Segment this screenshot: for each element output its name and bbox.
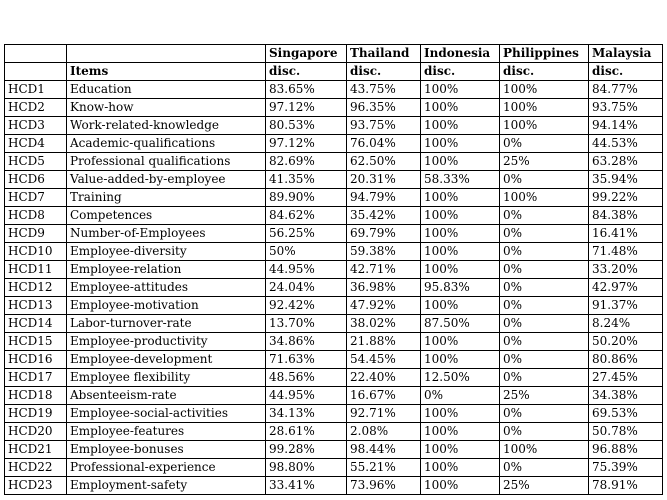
cell-philippines: 0% <box>500 171 589 189</box>
cell-item: Value-added-by-employee <box>67 171 266 189</box>
cell-philippines: 0% <box>500 261 589 279</box>
table-row <box>5 225 663 243</box>
cell-thailand: 62.50% <box>347 153 421 171</box>
cell-indonesia: 100% <box>421 423 500 441</box>
cell-singapore: 24.04% <box>266 279 347 297</box>
cell-item: Employee-productivity <box>67 333 266 351</box>
cell-code: HCD1 <box>5 81 67 99</box>
cell-item: Employment-safety <box>67 477 266 495</box>
cell-indonesia: 87.50% <box>421 315 500 333</box>
cell-indonesia: 100% <box>421 81 500 99</box>
cell-item: Training <box>67 189 266 207</box>
cell-thailand: 47.92% <box>347 297 421 315</box>
cell-thailand: 35.42% <box>347 207 421 225</box>
cell-code: HCD18 <box>5 387 67 405</box>
cell-indonesia: 95.83% <box>421 279 500 297</box>
table-row <box>5 441 663 459</box>
header-cell-thailand: disc. <box>347 63 421 81</box>
cell-code: HCD19 <box>5 405 67 423</box>
table-row <box>5 315 663 333</box>
cell-singapore: 83.65% <box>266 81 347 99</box>
cell-philippines: 0% <box>500 369 589 387</box>
cell-singapore: 44.95% <box>266 261 347 279</box>
cell-item: Professional qualifications <box>67 153 266 171</box>
cell-singapore: 33.41% <box>266 477 347 495</box>
cell-code: HCD15 <box>5 333 67 351</box>
disclosure-table <box>4 44 663 495</box>
cell-thailand: 98.44% <box>347 441 421 459</box>
cell-thailand: 42.71% <box>347 261 421 279</box>
header-cell-malaysia: disc. <box>589 63 663 81</box>
cell-thailand: 36.98% <box>347 279 421 297</box>
cell-malaysia: 50.78% <box>589 423 663 441</box>
cell-indonesia: 100% <box>421 207 500 225</box>
cell-philippines: 0% <box>500 207 589 225</box>
cell-item: Labor-turnover-rate <box>67 315 266 333</box>
cell-code: HCD21 <box>5 441 67 459</box>
cell-indonesia: 100% <box>421 243 500 261</box>
cell-singapore: 28.61% <box>266 423 347 441</box>
cell-indonesia: 100% <box>421 351 500 369</box>
cell-malaysia: 34.38% <box>589 387 663 405</box>
header-cell-indonesia: disc. <box>421 63 500 81</box>
cell-philippines: 100% <box>500 99 589 117</box>
cell-code: HCD20 <box>5 423 67 441</box>
cell-thailand: 92.71% <box>347 405 421 423</box>
cell-philippines: 0% <box>500 243 589 261</box>
header-row-labels <box>5 63 663 81</box>
table-row <box>5 81 663 99</box>
cell-indonesia: 58.33% <box>421 171 500 189</box>
table-row <box>5 207 663 225</box>
header-cell-item: Items <box>67 63 266 81</box>
cell-code: HCD17 <box>5 369 67 387</box>
cell-philippines: 0% <box>500 225 589 243</box>
header-cell-code <box>5 63 67 81</box>
cell-code: HCD4 <box>5 135 67 153</box>
cell-malaysia: 91.37% <box>589 297 663 315</box>
cell-singapore: 34.86% <box>266 333 347 351</box>
cell-philippines: 0% <box>500 459 589 477</box>
cell-singapore: 71.63% <box>266 351 347 369</box>
cell-philippines: 25% <box>500 387 589 405</box>
cell-thailand: 94.79% <box>347 189 421 207</box>
cell-singapore: 92.42% <box>266 297 347 315</box>
cell-philippines: 100% <box>500 117 589 135</box>
cell-malaysia: 93.75% <box>589 99 663 117</box>
cell-philippines: 100% <box>500 81 589 99</box>
cell-malaysia: 75.39% <box>589 459 663 477</box>
cell-singapore: 48.56% <box>266 369 347 387</box>
cell-item: Absenteeism-rate <box>67 387 266 405</box>
table-row <box>5 243 663 261</box>
header-cell-thailand: Thailand <box>347 45 421 63</box>
cell-indonesia: 100% <box>421 459 500 477</box>
cell-philippines: 25% <box>500 477 589 495</box>
cell-singapore: 82.69% <box>266 153 347 171</box>
cell-item: Employee flexibility <box>67 369 266 387</box>
table-row <box>5 333 663 351</box>
cell-malaysia: 44.53% <box>589 135 663 153</box>
table-row <box>5 351 663 369</box>
table-row <box>5 477 663 495</box>
cell-thailand: 2.08% <box>347 423 421 441</box>
table-row <box>5 171 663 189</box>
cell-item: Employee-bonuses <box>67 441 266 459</box>
cell-item: Professional-experience <box>67 459 266 477</box>
cell-code: HCD23 <box>5 477 67 495</box>
header-cell-indonesia: Indonesia <box>421 45 500 63</box>
cell-thailand: 96.35% <box>347 99 421 117</box>
table-row <box>5 261 663 279</box>
cell-item: Employee-motivation <box>67 297 266 315</box>
cell-philippines: 0% <box>500 333 589 351</box>
header-cell-philippines: Philippines <box>500 45 589 63</box>
cell-code: HCD13 <box>5 297 67 315</box>
cell-code: HCD5 <box>5 153 67 171</box>
cell-indonesia: 100% <box>421 189 500 207</box>
cell-philippines: 0% <box>500 297 589 315</box>
cell-thailand: 73.96% <box>347 477 421 495</box>
cell-malaysia: 27.45% <box>589 369 663 387</box>
cell-philippines: 0% <box>500 423 589 441</box>
header-row-countries <box>5 45 663 63</box>
cell-code: HCD10 <box>5 243 67 261</box>
cell-indonesia: 100% <box>421 405 500 423</box>
cell-indonesia: 100% <box>421 441 500 459</box>
table-row <box>5 189 663 207</box>
cell-code: HCD16 <box>5 351 67 369</box>
cell-thailand: 22.40% <box>347 369 421 387</box>
cell-malaysia: 80.86% <box>589 351 663 369</box>
cell-thailand: 54.45% <box>347 351 421 369</box>
cell-item: Know-how <box>67 99 266 117</box>
cell-malaysia: 50.20% <box>589 333 663 351</box>
table-row <box>5 423 663 441</box>
table-row <box>5 405 663 423</box>
cell-thailand: 59.38% <box>347 243 421 261</box>
cell-philippines: 0% <box>500 351 589 369</box>
cell-philippines: 0% <box>500 405 589 423</box>
cell-malaysia: 84.38% <box>589 207 663 225</box>
cell-thailand: 43.75% <box>347 81 421 99</box>
cell-thailand: 55.21% <box>347 459 421 477</box>
cell-indonesia: 100% <box>421 261 500 279</box>
cell-philippines: 100% <box>500 189 589 207</box>
cell-thailand: 69.79% <box>347 225 421 243</box>
cell-code: HCD11 <box>5 261 67 279</box>
table-row <box>5 279 663 297</box>
cell-malaysia: 42.97% <box>589 279 663 297</box>
cell-item: Education <box>67 81 266 99</box>
cell-philippines: 25% <box>500 153 589 171</box>
cell-indonesia: 100% <box>421 225 500 243</box>
cell-item: Employee-attitudes <box>67 279 266 297</box>
table-row <box>5 387 663 405</box>
cell-code: HCD22 <box>5 459 67 477</box>
cell-malaysia: 8.24% <box>589 315 663 333</box>
cell-thailand: 76.04% <box>347 135 421 153</box>
header-cell-singapore: Singapore <box>266 45 347 63</box>
cell-singapore: 41.35% <box>266 171 347 189</box>
cell-indonesia: 0% <box>421 387 500 405</box>
cell-item: Employee-diversity <box>67 243 266 261</box>
cell-singapore: 56.25% <box>266 225 347 243</box>
table-row <box>5 99 663 117</box>
cell-item: Employee-features <box>67 423 266 441</box>
cell-malaysia: 69.53% <box>589 405 663 423</box>
cell-thailand: 16.67% <box>347 387 421 405</box>
cell-singapore: 13.70% <box>266 315 347 333</box>
cell-item: Academic-qualifications <box>67 135 266 153</box>
cell-malaysia: 71.48% <box>589 243 663 261</box>
cell-singapore: 80.53% <box>266 117 347 135</box>
cell-item: Number-of-Employees <box>67 225 266 243</box>
cell-singapore: 97.12% <box>266 135 347 153</box>
cell-philippines: 0% <box>500 135 589 153</box>
cell-code: HCD6 <box>5 171 67 189</box>
cell-singapore: 50% <box>266 243 347 261</box>
table-row <box>5 459 663 477</box>
cell-code: HCD2 <box>5 99 67 117</box>
header-cell-code <box>5 45 67 63</box>
cell-singapore: 97.12% <box>266 99 347 117</box>
cell-malaysia: 63.28% <box>589 153 663 171</box>
cell-singapore: 84.62% <box>266 207 347 225</box>
header-cell-philippines: disc. <box>500 63 589 81</box>
cell-indonesia: 12.50% <box>421 369 500 387</box>
cell-malaysia: 94.14% <box>589 117 663 135</box>
cell-philippines: 0% <box>500 315 589 333</box>
table-row <box>5 369 663 387</box>
cell-indonesia: 100% <box>421 477 500 495</box>
cell-thailand: 93.75% <box>347 117 421 135</box>
cell-malaysia: 78.91% <box>589 477 663 495</box>
cell-code: HCD9 <box>5 225 67 243</box>
cell-malaysia: 96.88% <box>589 441 663 459</box>
cell-item: Employee-relation <box>67 261 266 279</box>
cell-thailand: 20.31% <box>347 171 421 189</box>
cell-malaysia: 16.41% <box>589 225 663 243</box>
cell-code: HCD3 <box>5 117 67 135</box>
cell-singapore: 44.95% <box>266 387 347 405</box>
cell-item: Competences <box>67 207 266 225</box>
table-row <box>5 135 663 153</box>
cell-singapore: 98.80% <box>266 459 347 477</box>
table-row <box>5 297 663 315</box>
cell-malaysia: 33.20% <box>589 261 663 279</box>
cell-code: HCD8 <box>5 207 67 225</box>
cell-item: Work-related-knowledge <box>67 117 266 135</box>
header-cell-item <box>67 45 266 63</box>
cell-indonesia: 100% <box>421 117 500 135</box>
cell-malaysia: 99.22% <box>589 189 663 207</box>
cell-indonesia: 100% <box>421 135 500 153</box>
cell-malaysia: 35.94% <box>589 171 663 189</box>
table-row <box>5 117 663 135</box>
cell-singapore: 99.28% <box>266 441 347 459</box>
header-cell-malaysia: Malaysia <box>589 45 663 63</box>
cell-singapore: 34.13% <box>266 405 347 423</box>
cell-singapore: 89.90% <box>266 189 347 207</box>
table-row <box>5 153 663 171</box>
cell-indonesia: 100% <box>421 333 500 351</box>
cell-code: HCD12 <box>5 279 67 297</box>
cell-indonesia: 100% <box>421 153 500 171</box>
cell-thailand: 38.02% <box>347 315 421 333</box>
cell-indonesia: 100% <box>421 297 500 315</box>
cell-thailand: 21.88% <box>347 333 421 351</box>
cell-malaysia: 84.77% <box>589 81 663 99</box>
cell-code: HCD7 <box>5 189 67 207</box>
cell-philippines: 0% <box>500 279 589 297</box>
cell-item: Employee-social-activities <box>67 405 266 423</box>
header-cell-singapore: disc. <box>266 63 347 81</box>
cell-philippines: 100% <box>500 441 589 459</box>
cell-item: Employee-development <box>67 351 266 369</box>
cell-indonesia: 100% <box>421 99 500 117</box>
cell-code: HCD14 <box>5 315 67 333</box>
